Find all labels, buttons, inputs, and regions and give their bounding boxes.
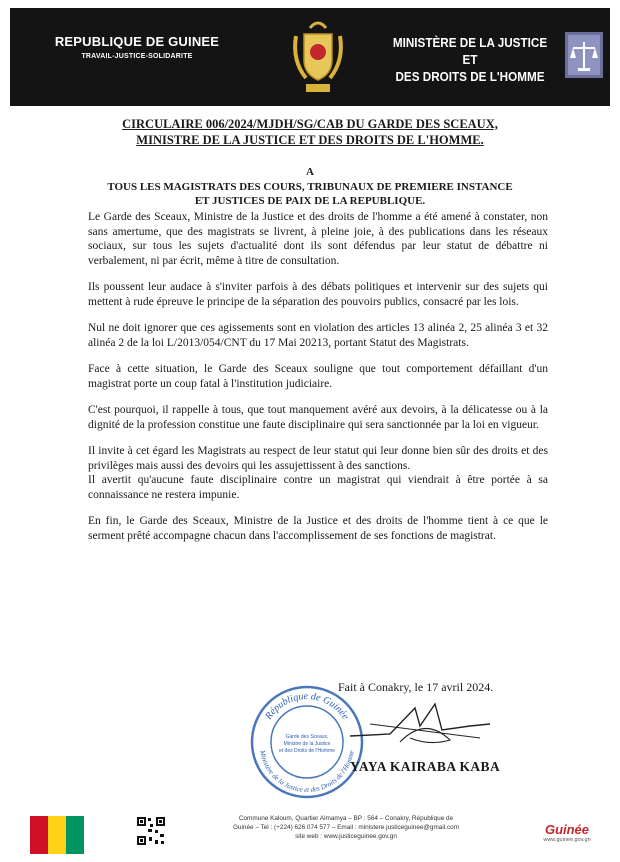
ministry-name xyxy=(389,34,551,85)
stamp-center-3: et des Droits de l'Homme xyxy=(279,748,335,754)
brand-url[interactable]: www.guinee.gov.gn xyxy=(543,837,591,843)
signatory-name: YAYA KAIRABA KABA xyxy=(350,759,501,774)
contact-info xyxy=(176,814,516,841)
addressee-line-2: ET JUSTICES DE PAIX DE LA REPUBLIQUE. xyxy=(194,195,426,207)
paragraph-3: Nul ne doit ignorer que ces agissements sont en violation des articles 13 alinéa 2, 25 alinéa 3 et 32 alinéa 2 de la loi L/2013/054/CNT du 17 Mai 20213, portant Statut des Magistrats. xyxy=(88,322,548,349)
paragraph-7: En fin, le Garde des Sceaux, Ministre de la Justice et des droits de l'homme tient à ce que le serment prêté accompagne chacun dans l'accomplissement de ses fonctions de magistrat. xyxy=(88,515,548,542)
addressee-a: A xyxy=(306,166,314,178)
place-and-date: Fait à Conakry, le 17 avril 2024. xyxy=(338,680,494,694)
paragraph-2: Ils poussent leur audace à s'inviter parfois à des débats politiques et intervenir sur des sujets qui mettent à rude épreuve le principe de la séparation des pouvoirs publics, consacré par les lois. xyxy=(88,281,548,308)
circular-title xyxy=(60,116,560,148)
circular-body xyxy=(88,210,548,555)
country-block xyxy=(32,34,242,60)
scales-of-justice-icon xyxy=(565,32,603,78)
guinee-brand-logo xyxy=(532,822,602,843)
letter-footer xyxy=(0,812,620,862)
qr-code-icon xyxy=(136,816,166,846)
brand-name: Guinée xyxy=(544,822,590,837)
paragraph-6b: Il avertit qu'aucune faute disciplinaire contre un magistrat qui viendrait à être portée à sa connaissance ne restera impunie. xyxy=(88,474,548,501)
addressee-line-1: TOUS LES MAGISTRATS DES COURS, TRIBUNAUX DE PREMIERE INSTANCE xyxy=(107,181,513,193)
addressee-block xyxy=(60,165,560,208)
paragraph-4: Face à cette situation, le Garde des Sceaux souligne que tout comportement défaillant d'un magistrat porte un coup fatal à l'institution judiciaire. xyxy=(88,363,548,390)
paragraph-5: C'est pourquoi, il rappelle à tous, que tout manquement avéré aux devoirs, à la délicatesse ou à la dignité de la profession constitue une faute disciplinaire qui sera sanctionnée par la loi en vigueur. xyxy=(88,404,548,431)
national-motto: TRAVAIL-JUSTICE-SOLIDARITE xyxy=(81,53,193,60)
handwritten-signature xyxy=(330,696,500,752)
guinea-flag-icon xyxy=(30,816,84,854)
country-name: REPUBLIQUE DE GUINEE xyxy=(54,34,220,49)
ministry-line-2: DES DROITS DE L'HOMME xyxy=(395,69,545,84)
letterhead-banner xyxy=(10,8,610,106)
coat-of-arms-icon xyxy=(286,16,350,100)
address-line: Commune Kaloum, Quartier Almamya – BP : 564 – Conakry, République de xyxy=(238,815,454,822)
website-line[interactable]: site web : www.justiceguinee.gov.gn xyxy=(295,833,397,840)
stamp-bottom-text: Ministère de la Justice et des Droits de l'Homme xyxy=(258,749,356,795)
title-line-1: CIRCULAIRE 006/2024/MJDH/SG/CAB DU GARDE DES SCEAUX, xyxy=(122,117,498,131)
paragraph-6a: Il invite à cet égard les Magistrats au respect de leur statut qui leur donne bien sûr des droits et des privilèges mais aussi des devoirs qui les assujettissent à des sanctions. xyxy=(88,445,548,472)
ministry-line-1: MINISTÈRE DE LA JUSTICE ET xyxy=(392,35,548,67)
stamp-center-1: Garde des Sceaux, xyxy=(285,734,329,740)
phone-email-line: Guinée – Tel : (+224) 626 074 577 – Email : ministere.justiceguinee@gmail.com xyxy=(232,824,460,831)
stamp-center-2: Ministre de la Justice xyxy=(283,741,331,747)
stamp-top-text: République de Guinée xyxy=(263,690,351,722)
paragraph-1: Le Garde des Sceaux, Ministre de la Justice et des droits de l'homme a été amené à constater, non sans amertume, que des magistrats se livrent, à pleine joie, à des publications dans les réseaux sociaux, sur tous les sujets d'actualité dont ils sont défendus par leur statut de débattre ni verbalement, ni par écrit, même à titre de consultation. xyxy=(88,211,548,267)
title-line-2: MINISTRE DE LA JUSTICE ET DES DROITS DE L'HOMME. xyxy=(136,133,484,147)
